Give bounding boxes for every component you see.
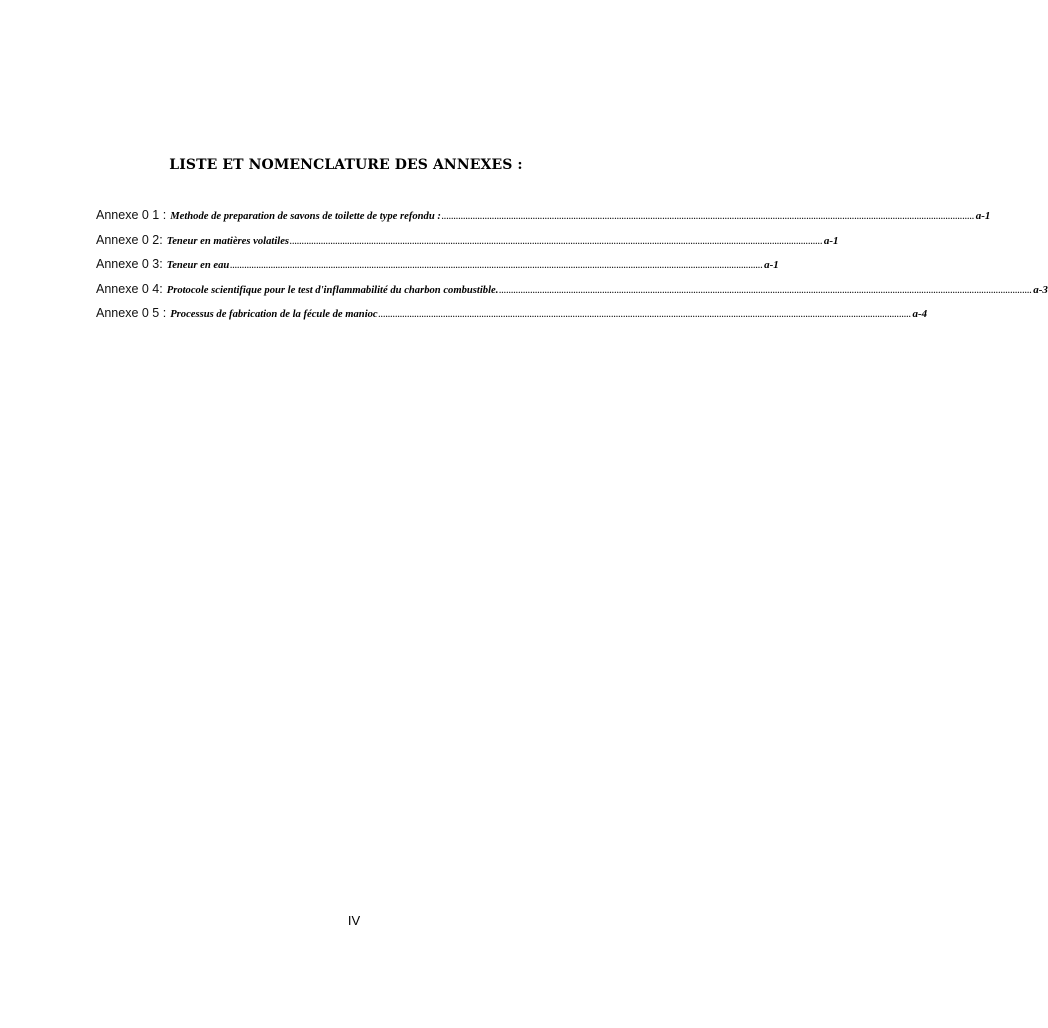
page-title <box>0 157 700 173</box>
annex-title[interactable]: Methode de preparation de savons de toilette de type refondu : <box>170 211 441 222</box>
annex-label: Annexe 0 1 : <box>96 208 167 222</box>
dot-leader: .............................................................................................................................................................................................................................. <box>378 310 912 319</box>
annex-entry-3[interactable] <box>96 257 779 282</box>
annex-label: Annexe 0 5 : <box>96 306 167 320</box>
annex-page-ref[interactable]: a-1 <box>975 210 991 222</box>
annex-title[interactable]: Teneur en eau <box>166 260 230 271</box>
annex-page-ref[interactable]: a-3 <box>1033 283 1048 296</box>
annex-page-ref[interactable]: a-4 <box>912 308 928 320</box>
annex-title[interactable]: Teneur en matières volatiles <box>166 235 290 247</box>
page-title-text: LISTE ET NOMENCLATURE DES ANNEXES : <box>169 157 523 173</box>
annex-entry-1[interactable] <box>96 208 991 233</box>
page-number <box>0 913 700 928</box>
annex-list <box>96 208 1048 331</box>
annex-page-ref[interactable]: a-1 <box>823 234 839 247</box>
dot-leader: .............................................................................................................................................................................................................................. <box>499 285 1033 295</box>
annex-entry-5[interactable] <box>96 306 928 331</box>
annex-page-ref[interactable]: a-1 <box>764 259 779 271</box>
annex-entry-4[interactable] <box>96 281 1048 307</box>
annex-entry-2[interactable] <box>96 232 839 258</box>
dot-leader: .............................................................................................................................................................................................................................. <box>441 212 975 221</box>
annex-label: Annexe 0 4: <box>96 281 163 296</box>
dot-leader: .............................................................................................................................................................................................................................. <box>290 236 823 246</box>
annex-title[interactable]: Protocole scientifique pour le test d'inflammabilité du charbon combustible. <box>166 284 499 296</box>
dot-leader: .............................................................................................................................................................................................................................. <box>230 261 764 270</box>
annex-title[interactable]: Processus de fabrication de la fécule de manioc <box>170 309 378 320</box>
annex-label: Annexe 0 3: <box>96 257 163 271</box>
page-number-text: IV <box>347 913 361 928</box>
annex-label: Annexe 0 2: <box>96 232 163 247</box>
